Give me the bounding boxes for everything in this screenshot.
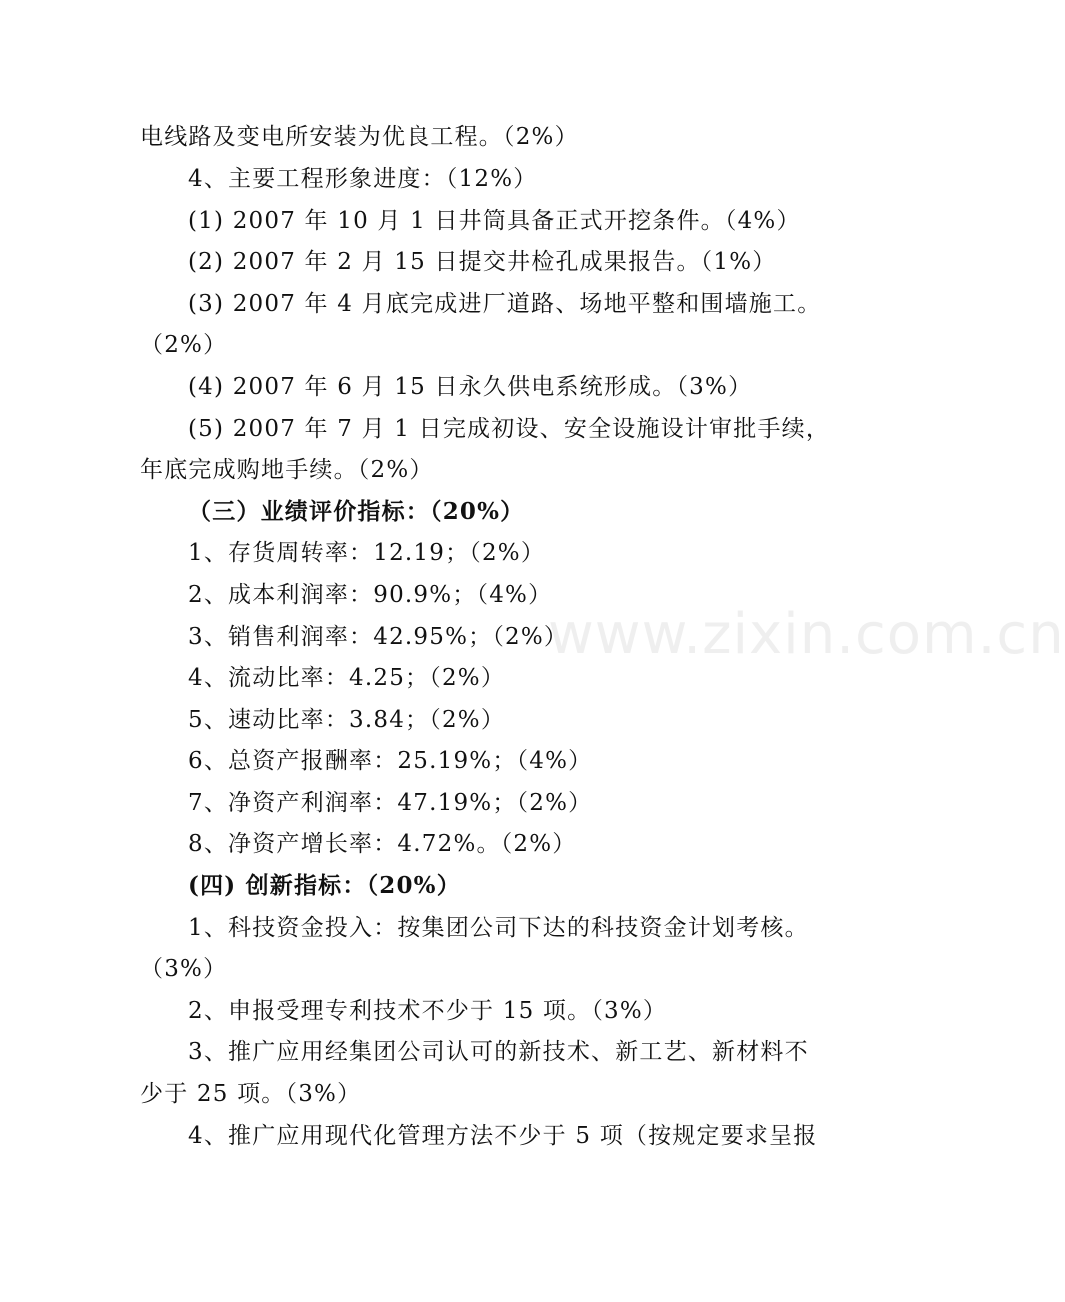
watermark: www.zixin.com.cn bbox=[548, 602, 1065, 667]
list-item: 4、流动比率：4.25；（2%） bbox=[188, 665, 506, 691]
paragraph-line: 少于 25 项。（3%） bbox=[140, 1081, 362, 1107]
list-item: 1、存货周转率：12.19；（2%） bbox=[188, 540, 546, 566]
paragraph-line: 2、申报受理专利技术不少于 15 项。（3%） bbox=[188, 998, 668, 1024]
paragraph-line: 电线路及变电所安装为优良工程。（2%） bbox=[140, 124, 579, 150]
paragraph-line: （3%） bbox=[140, 956, 228, 982]
list-item: 6、总资产报酬率：25.19%；（4%） bbox=[188, 748, 593, 774]
section-heading: (四) 创新指标：（20%） bbox=[188, 872, 461, 899]
paragraph-line: (5) 2007 年 7 月 1 日完成初设、安全设施设计审批手续， bbox=[188, 416, 831, 442]
section-heading: （三）业绩评价指标：（20%） bbox=[188, 498, 525, 525]
paragraph-line: 1、科技资金投入：按集团公司下达的科技资金计划考核。 bbox=[188, 915, 809, 941]
paragraph-line: 4、推广应用现代化管理方法不少于 5 项（按规定要求呈报 bbox=[188, 1123, 818, 1149]
paragraph-line: 3、推广应用经集团公司认可的新技术、新工艺、新材料不 bbox=[188, 1039, 809, 1065]
paragraph-line: (2) 2007 年 2 月 15 日提交井检孔成果报告。（1%） bbox=[188, 249, 777, 275]
paragraph-line: 4、主要工程形象进度：（12%） bbox=[188, 166, 538, 192]
list-item: 5、速动比率：3.84；（2%） bbox=[188, 707, 506, 733]
paragraph-line: 年底完成购地手续。（2%） bbox=[140, 457, 434, 483]
list-item: 8、净资产增长率：4.72%。（2%） bbox=[188, 831, 577, 857]
list-item: 7、净资产利润率：47.19%；（2%） bbox=[188, 790, 593, 816]
paragraph-line: (3) 2007 年 4 月底完成进厂道路、场地平整和围墙施工。 bbox=[188, 291, 822, 317]
paragraph-line: (1) 2007 年 10 月 1 日井筒具备正式开挖条件。（4%） bbox=[188, 208, 801, 234]
paragraph-line: (4) 2007 年 6 月 15 日永久供电系统形成。（3%） bbox=[188, 374, 753, 400]
list-item: 2、成本利润率：90.9%；（4%） bbox=[188, 582, 553, 608]
list-item: 3、销售利润率：42.95%；（2%） bbox=[188, 624, 569, 650]
paragraph-line: （2%） bbox=[140, 332, 228, 358]
